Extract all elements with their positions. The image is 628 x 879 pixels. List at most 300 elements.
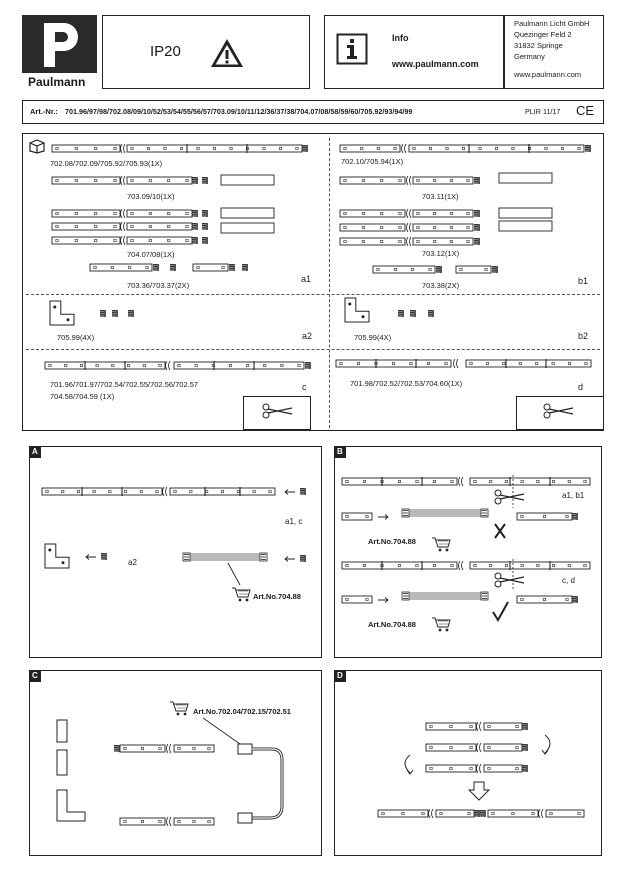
led-strip [52,210,120,217]
connector-pin [128,310,132,311]
connector-pin [202,177,206,178]
led-chip [467,179,469,181]
connector-body [402,310,404,317]
connector-pin [202,228,206,229]
break-mark [121,209,126,218]
led-chip [585,362,587,364]
led-strip [340,238,405,245]
break-mark [454,359,459,368]
led-strip [127,177,192,184]
connector-pin [302,149,306,150]
led-chip [131,179,133,181]
led-chip [147,147,149,149]
connector-pin [474,179,478,180]
connector-pin [305,362,309,363]
led-strip [127,210,192,217]
led-chip [94,179,96,181]
led-chip [159,364,161,366]
b1-caption-4: 703.38(2X) [422,281,460,290]
led-chip [213,147,215,149]
connector-pin [202,182,206,183]
corner-connector [50,301,74,325]
corner-screw [53,306,56,309]
led-chip [180,147,182,149]
connector-pin [436,271,440,272]
panel-A-label-a2: a2 [128,558,137,567]
led-chip [429,147,431,149]
corner-screw [67,318,70,321]
panel-C-art: Art.No.702.04/702.15/702.51 [193,707,291,716]
connector-pin [492,270,496,271]
led-chip [230,147,232,149]
connector-pin [128,314,132,315]
connector-pin [202,181,206,182]
led-chip [149,212,151,214]
led-chip [392,362,394,364]
led-chip [399,179,401,181]
led-chip [186,212,188,214]
led-chip [75,147,77,149]
connector-body [206,210,208,217]
led-chip [467,226,469,228]
led-strip [340,177,405,184]
c-label: c [302,382,307,392]
company-website[interactable]: www.paulmann.com [514,70,582,79]
led-chip [114,212,116,214]
led-chip [128,266,130,268]
article-label: Art.-Nr.: [30,107,58,116]
led-chip [49,364,51,366]
connector-pin [428,310,432,311]
connector-body [206,177,208,184]
connector-pin [302,150,306,151]
connector-pin [192,177,196,178]
doc-code: PLIR 11/17 [525,107,561,116]
led-strip [413,238,473,245]
led-chip [470,362,472,364]
connector-pin [398,315,402,316]
led-chip [178,364,180,366]
connector-pin [302,145,306,146]
connector-pin [192,215,196,216]
led-chip [94,212,96,214]
led-chip [94,239,96,241]
b1-label: b1 [578,276,589,286]
led-chip [512,147,514,149]
connector-pin [100,315,104,316]
connector-body [196,223,198,230]
led-chip [114,147,116,149]
connector-pin [192,228,196,229]
connector-pin [202,212,206,213]
connector-body [589,145,591,152]
led-chip [246,364,248,366]
corner-connector [345,298,369,322]
led-strip [373,266,435,273]
connector-body [174,264,176,271]
connector-pin [398,312,402,313]
connector-pin [112,310,116,311]
panel-B-label-ab: a1, b1 [562,491,585,500]
connector-pin [202,227,206,228]
led-chip [75,239,77,241]
connector-pin [492,268,496,269]
connector-body [157,264,159,271]
connector-pin [202,242,206,243]
led-chip [186,179,188,181]
led-chip [429,268,431,270]
connector-pin [398,314,402,315]
connector-pin [100,314,104,315]
led-chip [362,212,364,214]
led-chip [486,362,488,364]
led-chip [96,364,98,366]
connector-pin [305,364,309,365]
led-chip [296,147,298,149]
c-caption-1: 701.96/701.97/702.54/702.55/702.56/702.57 [50,380,199,389]
b1-caption-3: 703.12(1X) [422,249,460,258]
connector-pin [192,241,196,242]
led-strip [466,360,591,367]
connector-pin [229,266,233,267]
led-chip [186,239,188,241]
connector-body [196,237,198,244]
led-chip [450,179,452,181]
led-chip [479,147,481,149]
led-chip [360,147,362,149]
break-mark [121,222,126,231]
led-chip [568,362,570,364]
connector-pin [410,315,414,316]
led-chip [114,239,116,241]
connector-pin [170,266,174,267]
led-chip [399,212,401,214]
led-chip [362,226,364,228]
led-chip [462,147,464,149]
led-chip [427,362,429,364]
led-strip [340,224,405,231]
led-chip [114,225,116,227]
controller-box [499,221,552,231]
led-chip [195,364,197,366]
panel-B-art-bottom: Art.No.704.88 [368,620,416,629]
connector-body [246,264,248,271]
connector-pin [100,312,104,313]
led-chip [536,362,538,364]
led-chip [433,212,435,214]
b2-label: b2 [578,331,589,341]
connector-pin [474,242,478,243]
break-mark [407,237,412,246]
led-chip [131,225,133,227]
connector-pin [242,268,246,269]
connector-pin [410,314,414,315]
connector-pin [202,210,206,211]
connector-pin [192,237,196,238]
led-chip [94,147,96,149]
led-chip [131,212,133,214]
led-chip [362,179,364,181]
led-chip [340,362,342,364]
connector-pin [585,147,589,148]
led-chip [433,179,435,181]
led-chip [263,147,265,149]
connector-pin [585,150,589,151]
led-chip [111,266,113,268]
led-chip [75,212,77,214]
connector-body [440,266,442,273]
d-scissors-box [516,396,604,430]
break-mark [121,236,126,245]
connector-pin [436,266,440,267]
connector-pin [428,315,432,316]
led-chip [450,226,452,228]
connector-body [116,310,118,317]
break-mark [166,361,171,370]
connector-pin [153,268,157,269]
connector-pin [474,177,478,178]
connector-pin [410,312,414,313]
company-country: Germany [514,52,545,61]
led-chip [344,226,346,228]
connector-pin [170,269,174,270]
d-caption: 701.98/702.52/702.53/704.60(1X) [350,379,463,388]
connector-pin [192,181,196,182]
panel-B-art-top: Art.No.704.88 [368,537,416,546]
connector-pin [305,366,309,367]
led-chip [450,212,452,214]
connector-body [306,145,308,152]
led-strip [52,177,120,184]
a1-caption-2: 703.09/10(1X) [127,192,175,201]
connector-body [478,177,480,184]
led-chip [298,364,300,366]
connector-pin [474,214,478,215]
d-label: d [578,382,584,392]
panel-B-label-cd: c, d [562,576,575,585]
led-chip [344,179,346,181]
connector-pin [192,182,196,183]
connector-pin [474,226,478,227]
led-chip [167,212,169,214]
connector-pin [474,243,478,244]
led-chip [167,239,169,241]
led-strip [127,223,192,230]
led-chip [357,362,359,364]
led-chip [410,362,412,364]
connector-pin [242,264,246,265]
led-chip [344,147,346,149]
led-chip [94,266,96,268]
led-strip [413,210,473,217]
led-strip [340,145,400,152]
connector-pin [192,212,196,213]
led-chip [146,266,148,268]
panel-B-letter: B [337,447,343,456]
led-chip [399,240,401,242]
led-chip [467,212,469,214]
panel-A [29,446,322,658]
controller-box [221,208,274,218]
led-strip [174,362,304,369]
connector-pin [492,266,496,267]
connector-pin [112,314,116,315]
led-chip [149,179,151,181]
led-chip [222,266,224,268]
a2-caption: 705.99(4X) [57,333,95,342]
led-strip [52,237,120,244]
led-chip [445,362,447,364]
break-mark [407,176,412,185]
connector-pin [153,264,157,265]
connector-pin [474,210,478,211]
led-chip [380,212,382,214]
led-chip [264,364,266,366]
led-chip [399,226,401,228]
info-website[interactable]: www.paulmann.com [392,59,479,69]
led-chip [380,179,382,181]
led-chip [80,364,82,366]
connector-pin [192,227,196,228]
connector-pin [192,242,196,243]
panel-C [29,670,322,856]
company-name: Paulmann Licht GmbH [514,19,590,28]
connector-pin [585,145,589,146]
led-chip [114,179,116,181]
panel-A-label-a1c: a1, c [285,517,303,526]
connector-pin [229,268,233,269]
ce-mark: CE [576,103,595,118]
connector-pin [474,229,478,230]
connector-pin [492,271,496,272]
connector-pin [474,228,478,229]
led-chip [94,225,96,227]
led-chip [377,268,379,270]
led-chip [65,364,67,366]
connector-pin [229,269,233,270]
b1-caption-2: 703.11(1X) [422,192,459,201]
led-strip [340,210,405,217]
led-strip [90,264,152,271]
led-chip [131,239,133,241]
connector-body [478,238,480,245]
connector-pin [474,215,478,216]
connector-pin [302,147,306,148]
break-mark [402,144,407,153]
led-chip [467,240,469,242]
connector-pin [436,270,440,271]
led-chip [167,179,169,181]
brand-name: Paulmann [28,75,86,89]
led-chip [56,225,58,227]
panel-D-letter: D [337,671,343,680]
connector-pin [428,312,432,313]
connector-pin [202,237,206,238]
led-chip [167,225,169,227]
connector-pin [474,238,478,239]
led-chip [281,364,283,366]
connector-pin [153,266,157,267]
connector-body [478,210,480,217]
led-strip [52,145,120,152]
led-chip [197,266,199,268]
connector-pin [170,268,174,269]
c-scissors-box [243,396,311,430]
connector-pin [192,223,196,224]
led-chip [377,147,379,149]
led-chip [417,179,419,181]
connector-pin [202,241,206,242]
connector-body [432,310,434,317]
led-chip [164,147,166,149]
led-chip [417,226,419,228]
a1-caption-3: 704.07/08(1X) [127,250,175,259]
led-chip [56,147,58,149]
led-chip [433,240,435,242]
led-chip [561,147,563,149]
led-strip [413,177,473,184]
connector-pin [398,310,402,311]
connector-pin [128,312,132,313]
led-strip [413,224,473,231]
led-chip [413,147,415,149]
connector-pin [585,149,589,150]
connector-body [196,177,198,184]
led-chip [344,212,346,214]
a2-label: a2 [302,331,313,341]
led-chip [380,226,382,228]
led-chip [143,364,145,366]
controller-box [499,208,552,218]
led-chip [411,268,413,270]
connector-pin [153,269,157,270]
connector-pin [192,239,196,240]
connector-body [206,237,208,244]
connector-pin [410,310,414,311]
connector-pin [202,214,206,215]
company-street: Quezinger Feld 2 [514,30,572,39]
led-chip [149,225,151,227]
led-chip [485,268,487,270]
led-chip [279,147,281,149]
led-chip [519,362,521,364]
connector-body [496,266,498,273]
connector-pin [474,240,478,241]
led-chip [545,147,547,149]
connector-pin [229,264,233,265]
a1-caption-4: 703.36/703.37(2X) [127,281,190,290]
led-chip [380,240,382,242]
connector-pin [202,223,206,224]
connector-body [414,310,416,317]
led-chip [578,147,580,149]
break-mark [407,209,412,218]
connector-pin [192,210,196,211]
led-chip [56,179,58,181]
connector-body [309,362,311,369]
led-chip [503,362,505,364]
led-chip [149,239,151,241]
panel-D [334,670,602,856]
connector-pin [474,182,478,183]
led-chip [229,364,231,366]
controller-box [221,175,274,185]
break-mark [121,144,126,153]
corner-screw [362,315,365,318]
break-mark [407,223,412,232]
led-chip [75,225,77,227]
connector-pin [128,315,132,316]
